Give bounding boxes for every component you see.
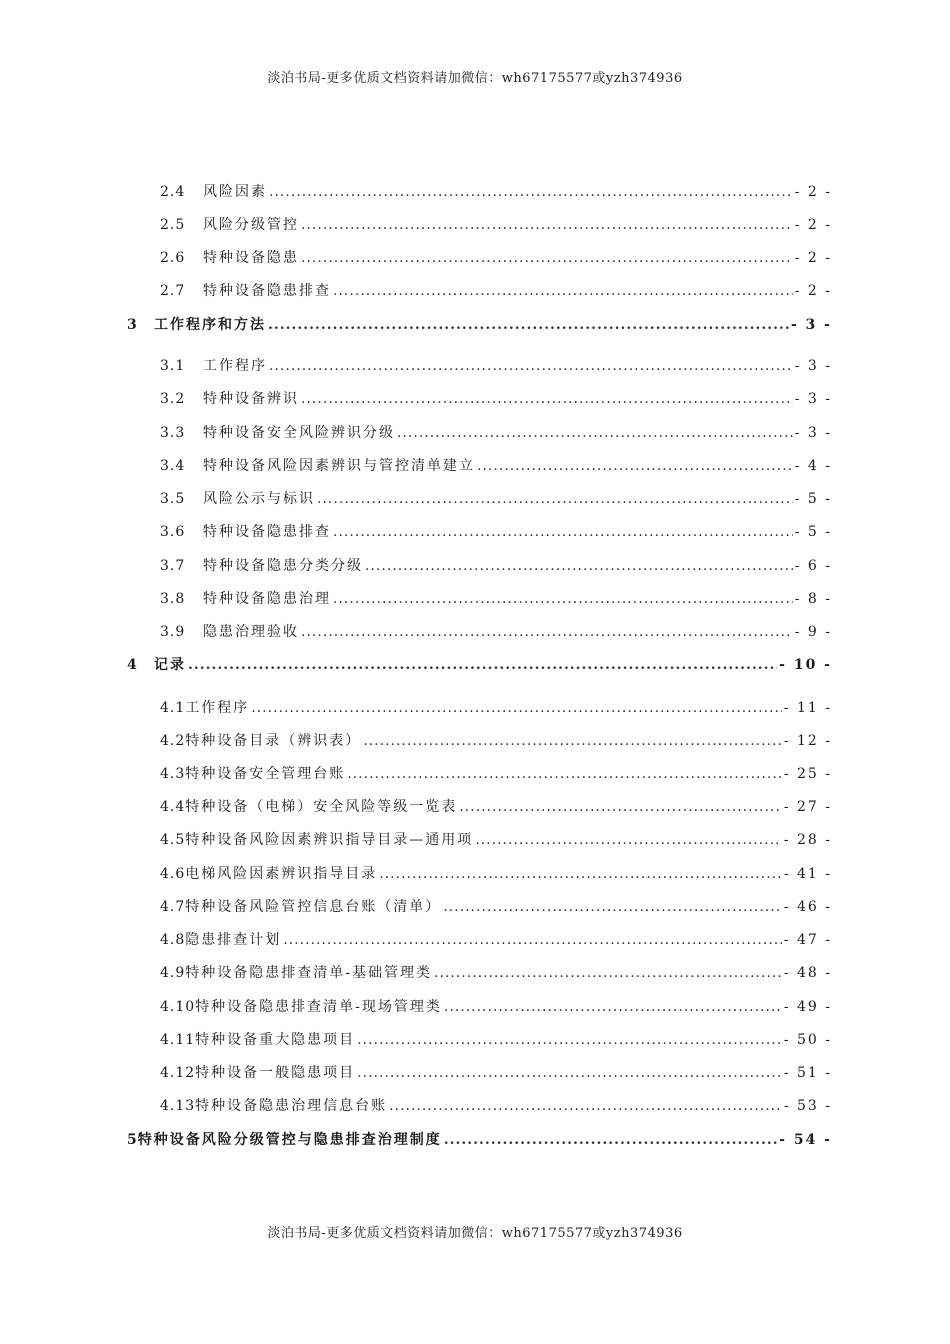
toc-entry-title: 特种设备隐患 [203, 250, 299, 266]
toc-entry-number: 2.4 [160, 184, 186, 200]
toc-entry-page: - 27 - [783, 799, 832, 815]
toc-entry-page: - 4 - [794, 458, 832, 474]
toc-entry-3-1[interactable] [160, 357, 832, 375]
toc-entry-page: - 2 - [794, 217, 832, 233]
toc-entry-4-4[interactable] [160, 798, 832, 816]
toc-entry-title: 风险公示与标识 [203, 491, 315, 507]
toc-entry-number: 3.7 [160, 558, 186, 574]
toc-entry-page: - 48 - [783, 965, 832, 981]
toc-dot-leader [333, 523, 793, 541]
toc-entry-number: 4.2 [160, 733, 186, 749]
toc-entry-title: 特种设备风险管控信息台账（清单） [185, 899, 442, 915]
toc-entry-page: - 28 - [783, 832, 832, 848]
toc-entry-4-12[interactable] [160, 1064, 832, 1082]
toc-entry-title: 特种设备一般隐患项目 [195, 1065, 356, 1081]
toc-dot-leader [444, 998, 782, 1016]
toc-chapter-5[interactable] [127, 1131, 832, 1149]
toc-entry-page: - 11 - [783, 700, 832, 716]
toc-entry-number: 4.5 [160, 832, 186, 848]
toc-entry-number: 3.9 [160, 624, 186, 640]
toc-dot-leader [317, 490, 793, 508]
toc-entry-number: 3.4 [160, 458, 186, 474]
toc-entry-page: - 46 - [783, 899, 832, 915]
toc-entry-page: - 47 - [783, 932, 832, 948]
toc-entry-title: 特种设备隐患治理信息台账 [195, 1098, 388, 1114]
toc-dot-leader [363, 732, 782, 750]
toc-entry-number: 3.1 [160, 358, 186, 374]
toc-entry-title: 隐患排查计划 [185, 932, 282, 948]
toc-entry-title: 特种设备隐患治理 [203, 591, 331, 607]
toc-entry-4-11[interactable] [160, 1031, 832, 1049]
toc-entry-page: - 3 - [794, 358, 832, 374]
toc-entry-number: 4.9 [160, 965, 186, 981]
toc-entry-number: 3.6 [160, 524, 186, 540]
toc-dot-leader [347, 765, 782, 783]
toc-entry-title: 特种设备安全风险辨识分级 [203, 425, 395, 441]
toc-entry-number: 4.10 [160, 999, 196, 1015]
toc-entry-4-8[interactable] [160, 931, 832, 949]
toc-entry-number: 4.12 [160, 1065, 196, 1081]
toc-entry-title: 特种设备隐患分类分级 [203, 558, 363, 574]
toc-entry-title: 工作程序 [203, 358, 267, 374]
toc-entry-page: - 50 - [783, 1032, 832, 1048]
toc-entry-title: 风险分级管控 [203, 217, 299, 233]
toc-entry-title: 电梯风险因素辨识指导目录 [185, 866, 378, 882]
toc-dot-leader [269, 357, 793, 375]
toc-entry-4-7[interactable] [160, 898, 832, 916]
header-watermark-note: 淡泊书局-更多优质文档资料请加微信：wh67175577或yzh374936 [267, 71, 683, 86]
toc-dot-leader [301, 249, 793, 267]
toc-entry-title: 特种设备（电梯）安全风险等级一览表 [185, 799, 458, 815]
toc-chapter-title: 特种设备风险分级管控与隐患排查治理制度 [137, 1132, 442, 1148]
toc-entry-number: 3.8 [160, 591, 186, 607]
toc-entry-number: 4.13 [160, 1098, 196, 1114]
toc-entry-3-5[interactable] [160, 490, 832, 508]
toc-entry-4-10[interactable] [160, 998, 832, 1016]
toc-entry-page: - 8 - [794, 591, 832, 607]
toc-entry-3-6[interactable] [160, 523, 832, 541]
toc-chapter-number: 3 [127, 317, 138, 333]
toc-entry-3-8[interactable] [160, 590, 832, 608]
toc-chapter-page: - 54 - [779, 1132, 832, 1148]
toc-entry-page: - 2 - [794, 250, 832, 266]
toc-dot-leader [397, 424, 793, 442]
toc-dot-leader [188, 656, 777, 674]
toc-entry-page: - 41 - [783, 866, 832, 882]
toc-dot-leader [333, 282, 793, 300]
toc-entry-number: 2.5 [160, 217, 186, 233]
toc-entry-page: - 12 - [783, 733, 832, 749]
toc-entry-title: 工作程序 [185, 700, 250, 716]
toc-dot-leader [268, 316, 789, 334]
toc-entry-3-4[interactable] [160, 457, 832, 475]
toc-dot-leader [365, 557, 793, 575]
toc-entry-page: - 53 - [783, 1098, 832, 1114]
toc-entry-page: - 2 - [794, 283, 832, 299]
toc-dot-leader [477, 457, 793, 475]
toc-dot-leader [434, 964, 782, 982]
toc-entry-number: 3.3 [160, 425, 186, 441]
toc-entry-number: 2.7 [160, 283, 186, 299]
toc-entry-2-7[interactable] [160, 282, 832, 300]
toc-chapter-3[interactable] [127, 316, 832, 334]
toc-entry-page: - 9 - [794, 624, 832, 640]
toc-entry-number: 4.8 [160, 932, 186, 948]
toc-entry-title: 特种设备风险因素辨识指导目录—通用项 [185, 832, 474, 848]
toc-entry-number: 3.2 [160, 391, 186, 407]
toc-entry-4-1[interactable] [160, 699, 832, 717]
toc-dot-leader [301, 623, 793, 641]
toc-entry-page: - 5 - [794, 524, 832, 540]
toc-dot-leader [333, 590, 793, 608]
toc-chapter-4[interactable] [127, 656, 832, 674]
toc-chapter-number: 4 [127, 657, 138, 673]
toc-entry-number: 3.5 [160, 491, 186, 507]
toc-entry-3-7[interactable] [160, 557, 832, 575]
toc-entry-page: - 5 - [794, 491, 832, 507]
toc-entry-4-13[interactable] [160, 1097, 832, 1115]
toc-chapter-title: 工作程序和方法 [154, 317, 266, 333]
toc-entry-number: 2.6 [160, 250, 186, 266]
toc-chapter-page: - 10 - [779, 657, 832, 673]
toc-entry-page: - 25 - [783, 766, 832, 782]
toc-entry-page: - 2 - [794, 184, 832, 200]
toc-entry-4-6[interactable] [160, 865, 832, 883]
toc-chapter-number: 5 [127, 1132, 138, 1148]
toc-dot-leader [357, 1064, 782, 1082]
toc-entry-title: 特种设备隐患排查清单-基础管理类 [185, 965, 432, 981]
footer-watermark-note: 淡泊书局-更多优质文档资料请加微信：wh67175577或yzh374936 [267, 1226, 683, 1241]
toc-entry-page: - 3 - [794, 425, 832, 441]
toc-dot-leader [379, 865, 782, 883]
toc-entry-page: - 51 - [783, 1065, 832, 1081]
toc-entry-2-5[interactable] [160, 216, 832, 234]
toc-entry-title: 特种设备目录（辨识表） [185, 733, 362, 749]
toc-entry-4-3[interactable] [160, 765, 832, 783]
toc-dot-leader [251, 699, 782, 717]
toc-entry-title: 特种设备隐患排查 [203, 283, 331, 299]
toc-dot-leader [444, 1131, 777, 1149]
toc-entry-number: 4.1 [160, 700, 186, 716]
toc-entry-title: 特种设备重大隐患项目 [195, 1032, 356, 1048]
toc-entry-3-3[interactable] [160, 424, 832, 442]
toc-dot-leader [269, 183, 793, 201]
toc-entry-title: 特种设备隐患排查 [203, 524, 331, 540]
toc-entry-2-6[interactable] [160, 249, 832, 267]
toc-entry-title: 特种设备风险因素辨识与管控清单建立 [203, 458, 475, 474]
toc-entry-title: 风险因素 [203, 184, 267, 200]
toc-entry-page: - 6 - [794, 558, 832, 574]
toc-entry-title: 特种设备辨识 [203, 391, 299, 407]
toc-entry-3-9[interactable] [160, 623, 832, 641]
toc-entry-2-4[interactable] [160, 183, 832, 201]
toc-chapter-title: 记录 [154, 657, 186, 673]
toc-dot-leader [475, 831, 782, 849]
toc-chapter-page: - 3 - [790, 317, 832, 333]
toc-entry-title: 特种设备隐患排查清单-现场管理类 [195, 999, 442, 1015]
toc-dot-leader [443, 898, 782, 916]
toc-entry-number: 4.11 [160, 1032, 196, 1048]
toc-entry-4-5[interactable] [160, 831, 832, 849]
toc-entry-4-9[interactable] [160, 964, 832, 982]
toc-entry-title: 隐患治理验收 [203, 624, 299, 640]
toc-entry-page: - 49 - [783, 999, 832, 1015]
toc-entry-number: 4.7 [160, 899, 186, 915]
toc-entry-number: 4.4 [160, 799, 186, 815]
toc-dot-leader [389, 1097, 782, 1115]
toc-entry-title: 特种设备安全管理台账 [185, 766, 346, 782]
toc-dot-leader [357, 1031, 782, 1049]
toc-dot-leader [301, 390, 793, 408]
toc-entry-number: 4.6 [160, 866, 186, 882]
toc-entry-3-2[interactable] [160, 390, 832, 408]
toc-dot-leader [459, 798, 782, 816]
toc-entry-page: - 3 - [794, 391, 832, 407]
toc-entry-number: 4.3 [160, 766, 186, 782]
toc-dot-leader [283, 931, 782, 949]
toc-dot-leader [301, 216, 793, 234]
toc-entry-4-2[interactable] [160, 732, 832, 750]
